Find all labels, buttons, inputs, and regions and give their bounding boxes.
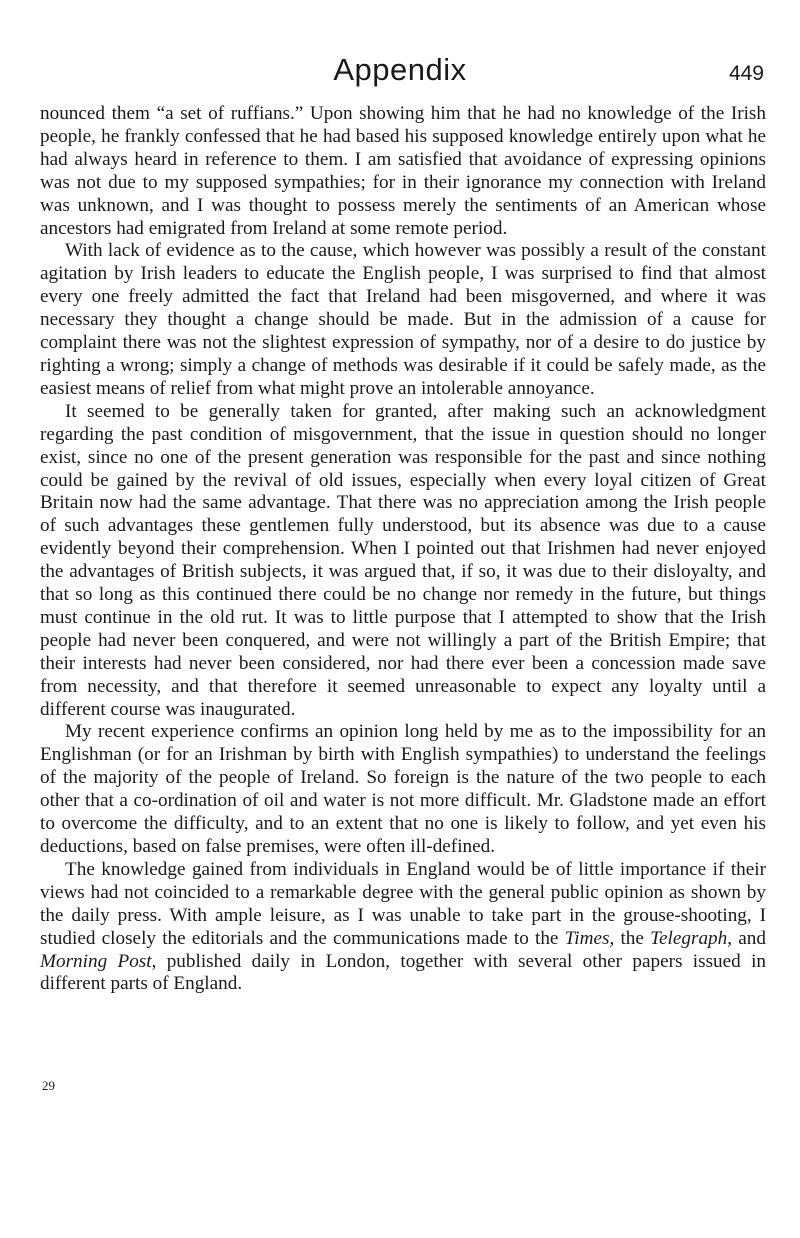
running-title: Appendix (333, 52, 467, 87)
paragraph-5 (40, 859, 766, 996)
paragraph-5-text-end: , published daily in London, together with several other papers issued in different parts of England. (40, 950, 766, 995)
page-number: 449 (728, 62, 764, 85)
signature-mark: 29 (42, 1078, 55, 1093)
paragraph-3: It seemed to be generally taken for granted, after making such an acknowledgment regarding the past condition of misgovernment, that the issue in question should no longer exist, since no one of the present generation was responsible for the past and since nothing could be gained by the revival of old issues, especially when every loyal citizen of Great Britain now had the same advantage. That there was no appreciation among the Irish people of such advantages these gentlemen fully understood, but its absence was due to a cause evidently beyond their comprehension. When I pointed out that Irishmen had never enjoyed the advantages of British subjects, it was argued that, if so, it was due to their disloyalty, and that so long as this continued there could be no change nor remedy in the future, but things must continue in the old rut. It was to little purpose that I attempted to show that the Irish people had never been conquered, and were not willingly a part of the British Empire; that their interests had never been considered, nor had there ever been a concession made save from necessity, and that therefore it seemed unreasonable to expect any loyalty until a different course was inaugurated. (40, 400, 766, 720)
newspaper-title-times: Times (564, 927, 610, 949)
paragraph-5-separator-2: , and (727, 927, 766, 949)
paragraph-2: With lack of evidence as to the cause, which however was possibly a result of the constant agitation by Irish leaders to educate the English people, I was surprised to find that almost every one freely admitted the fact that Ireland had been misgoverned, and where it was necessary they thought a change should be made. But in the admission of a cause for complaint there was not the slightest expression of sympathy, nor of a desire to do justice by righting a wrong; simply a change of methods was desirable if it could be safely made, as the easiest means of relief from what might prove an intolerable annoyance. (40, 240, 766, 399)
newspaper-title-morning-post: Morning Post (40, 950, 152, 972)
paragraph-1: nounced them “a set of ruffians.” Upon showing him that he had no knowledge of the Irish people, he frankly confessed that he had based his supposed knowledge entirely upon what he had always heard in reference to them. I am satisfied that avoidance of expressing opinions was not due to my supposed sympathies; for in their ignorance my connection with Ireland was unknown, and I was thought to possess merely the sentiments of an American whose ancestors had emigrated from Ireland at some remote period. (40, 103, 766, 239)
body-text (40, 103, 766, 996)
paragraph-5-separator-1: , the (609, 927, 651, 949)
paragraph-5-text-start: The knowledge gained from individuals in England would be of little importance if their views had not coincided to a remarkable degree with the general public opinion as shown by the daily press. With ample leisure, as I was unable to take part in the grouse-shooting, I studied closely the editorials and the communications made to the (40, 858, 766, 949)
newspaper-title-telegraph: Telegraph (650, 927, 728, 949)
paragraph-4: My recent experience confirms an opinion long held by me as to the impossibility for an Englishman (or for an Irishman by birth with English sympathies) to understand the feelings of the majority of the people of Ireland. So foreign is the nature of the two people to each other that a co-ordination of oil and water is not more difficult. Mr. Gladstone made an effort to overcome the difficulty, and to an extent that no one is likely to follow, and yet even his deductions, based on false premises, were often ill-defined. (40, 721, 766, 857)
